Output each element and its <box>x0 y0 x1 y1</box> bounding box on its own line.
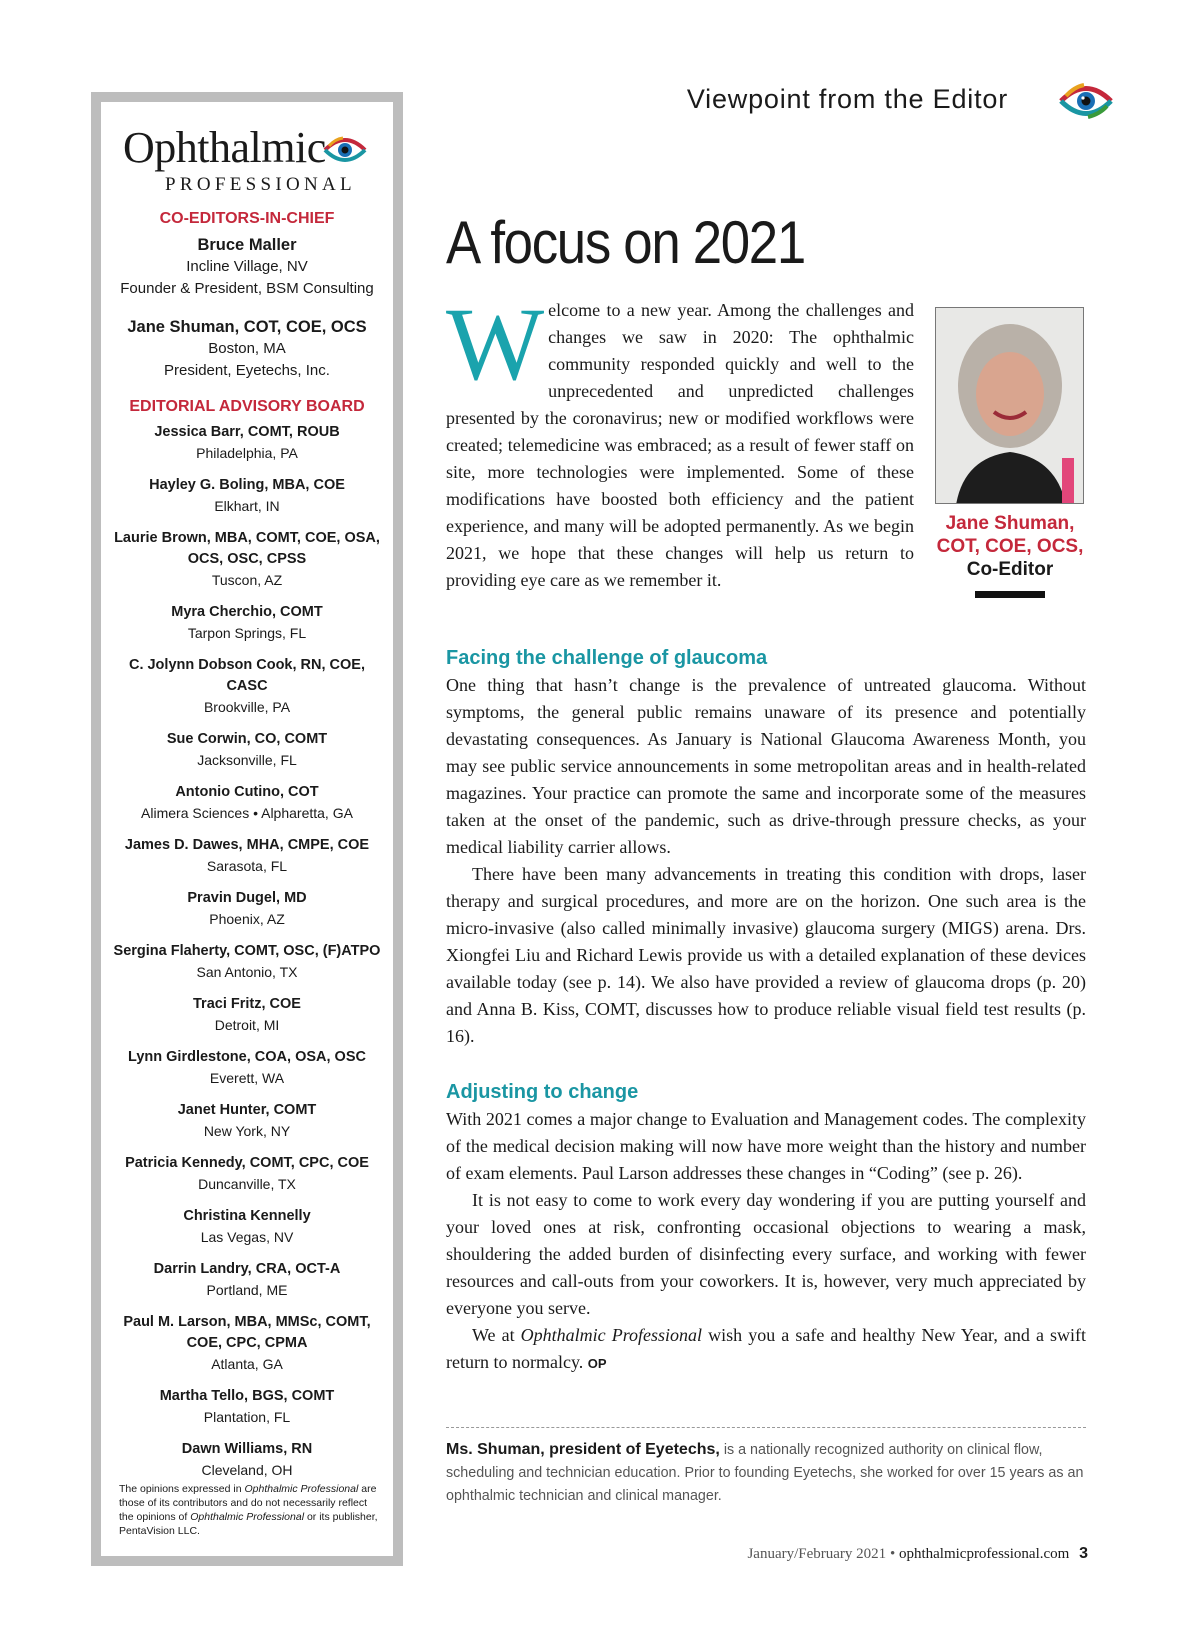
page-footer <box>747 1545 1088 1563</box>
issue-date: January/February 2021 <box>747 1546 887 1562</box>
body-paragraph <box>446 1322 1086 1377</box>
member-location: Everett, WA <box>209 1070 285 1086</box>
member-location: Sarasota, FL <box>206 858 288 874</box>
section-glaucoma <box>446 645 1086 1050</box>
member-name: James D. Dawes, MHA, CMPE, COE <box>124 837 370 853</box>
member-location: Philadelphia, PA <box>196 445 298 461</box>
photo-caption <box>920 512 1100 581</box>
closing-text: We at <box>472 1325 521 1345</box>
author-bio <box>446 1438 1086 1508</box>
disclaimer-publication: Ophthalmic Professional <box>190 1511 305 1523</box>
footer-bullet: • <box>889 1546 896 1562</box>
board-member <box>101 528 393 591</box>
board-member <box>101 888 393 930</box>
member-location: Detroit, MI <box>214 1017 280 1033</box>
body-paragraph: One thing that hasn’t change is the prevalence of untreated glaucoma. Without symptoms, the general public remains unaware of its presence and potentially devastating consequences. As January is National Glaucoma Awareness Month, you may see public service announcements in some metropolitan areas and in health-related magazines. Your practice can promote the same and incorporate some of the measures taken at the onset of the pandemic, such as drive-through pressure checks, as your medical liability carrier allows. <box>446 675 1086 857</box>
board-member <box>101 602 393 644</box>
closing-text: wish you a safe and healthy New Year, and a swift return to normalcy. <box>446 1325 1087 1372</box>
closing-publication: Ophthalmic Professional <box>520 1325 703 1345</box>
board-member <box>101 782 393 824</box>
masthead-sidebar <box>91 92 403 1566</box>
bio-name: Ms. Shuman, president of Eyetechs, <box>446 1441 720 1458</box>
coeditor-title: President, Eyetechs, Inc. <box>164 362 330 379</box>
board-member <box>101 1047 393 1089</box>
member-location: Tuscon, AZ <box>211 572 283 588</box>
board-member <box>101 475 393 517</box>
section-adjusting <box>446 1079 1086 1377</box>
member-name: C. Jolynn Dobson Cook, RN, COE, CASC <box>128 657 366 694</box>
member-name: Myra Cherchio, COMT <box>171 604 323 620</box>
end-mark: OP <box>587 1356 607 1371</box>
member-location: San Antonio, TX <box>196 964 298 980</box>
member-name: Pravin Dugel, MD <box>187 890 307 906</box>
coeditor-location: Incline Village, NV <box>186 258 308 275</box>
member-location: New York, NY <box>203 1123 291 1139</box>
body-paragraph: With 2021 comes a major change to Evaluation and Management codes. The complexity of the medical decision making will now have more weight than the history and number of exam elements. Paul Larson addresses these changes in “Coding” (see p. 26). <box>446 1109 1086 1183</box>
member-name: Darrin Landry, CRA, OCT-A <box>153 1261 341 1277</box>
bio-text: is a nationally recognized authority on clinical flow, scheduling and technician education. Prior to founding Eyetechs, she worked for over 15 years as an ophthalmic technician and clinical manager. <box>446 1442 1084 1504</box>
board-member <box>101 1312 393 1375</box>
member-name: Antonio Cutino, COT <box>175 784 319 800</box>
disclaimer-text: are those of its contributors and do not necessarily reflect the opinions of <box>119 1483 377 1523</box>
advisory-board-heading: EDITORIAL ADVISORY BOARD <box>129 398 365 415</box>
body-paragraph: It is not easy to come to work every day wondering if you are putting yourself and your loved ones at risk, confronting occasional objections to wearing a mask, shouldering the added burden of disinfecting every surface, and working with fewer resources and call-outs from your coworkers. It is, however, very much appreciated by everyone you serve. <box>446 1190 1086 1318</box>
intro-paragraph: elcome to a new year. Among the challenges and changes we saw in 2020: The ophthalmic community responded quickly and well to the unprecedented and unpredicted challenges presented by the coronavirus; new or modified workflows were created; telemedicine was embraced; as a result of fewer staff on site, more technologies were implemented. Some of these modifications have boosted both efficiency and the patient experience, and many will be adopted permanently. As we begin 2021, we hope that these changes will help us return to providing eye care as we remember it. <box>446 300 914 590</box>
member-location: Alimera Sciences • Alpharetta, GA <box>141 805 353 821</box>
board-member <box>101 994 393 1036</box>
member-name: Hayley G. Boling, MBA, COE <box>149 477 345 493</box>
eye-logo-icon <box>1058 80 1114 122</box>
member-name: Patricia Kennedy, COMT, CPC, COE <box>125 1155 369 1171</box>
member-location: Tarpon Springs, FL <box>187 625 307 641</box>
board-member <box>101 729 393 771</box>
caption-credentials: COT, COE, OCS, <box>936 536 1084 557</box>
board-member <box>101 1259 393 1301</box>
member-location: Portland, ME <box>206 1282 288 1298</box>
member-name: Martha Tello, BGS, COMT <box>159 1388 335 1404</box>
disclaimer-text: or its publisher, PentaVision LLC. <box>119 1511 378 1537</box>
advisory-board-list <box>101 422 393 1481</box>
member-location: Duncanville, TX <box>198 1176 296 1192</box>
department-title: Viewpoint from the Editor <box>686 84 1008 114</box>
member-name: Jessica Barr, COMT, ROUB <box>154 424 340 440</box>
coeditor-location: Boston, MA <box>208 340 286 357</box>
coeditor-title: Founder & President, BSM Consulting <box>120 280 374 297</box>
editor-portrait-image <box>936 308 1084 504</box>
member-location: Jacksonville, FL <box>197 752 297 768</box>
coeditor-name: Bruce Maller <box>197 236 297 254</box>
coeditor-name: Jane Shuman, COT, COE, OCS <box>127 318 367 336</box>
member-name: Paul M. Larson, MBA, MMSc, COMT, COE, CPC, CPMA <box>123 1314 371 1351</box>
drop-cap: W <box>446 287 545 402</box>
coeditor-entry <box>101 234 393 300</box>
coeditor-entry <box>101 316 393 382</box>
website-link[interactable]: ophthalmicprofessional.com <box>898 1546 1070 1562</box>
eye-logo-icon <box>323 134 367 166</box>
board-member <box>101 655 393 718</box>
member-name: Laurie Brown, MBA, COMT, COE, OSA, OCS, OSC, CPSS <box>114 530 380 567</box>
member-name: Dawn Williams, RN <box>181 1441 313 1457</box>
board-member <box>101 1100 393 1142</box>
member-name: Christina Kennelly <box>183 1208 311 1224</box>
member-location: Las Vegas, NV <box>200 1229 294 1245</box>
caption-role: Co-Editor <box>966 559 1054 580</box>
member-location: Cleveland, OH <box>201 1462 293 1478</box>
board-member <box>101 1206 393 1248</box>
logo-subtitle: PROFESSIONAL <box>165 174 356 195</box>
section-heading: Adjusting to change <box>446 1081 639 1103</box>
board-member <box>101 1439 393 1481</box>
editor-photo <box>935 307 1084 504</box>
board-member <box>101 941 393 983</box>
member-name: Sue Corwin, CO, COMT <box>166 731 328 747</box>
member-location: Brookville, PA <box>203 699 291 715</box>
member-location: Atlanta, GA <box>211 1356 283 1372</box>
caption-name: Jane Shuman, <box>945 513 1075 534</box>
coeditors-heading: CO-EDITORS-IN-CHIEF <box>159 210 335 227</box>
board-member <box>101 1386 393 1428</box>
body-paragraph: There have been many advancements in treating this condition with drops, laser therapy and surgical procedures, and more are on the horizon. One such area is the micro-invasive (also called minimally invasive) glaucoma surgery (MIGS) arena. Drs. Xiongfei Liu and Richard Lewis provide us with a detailed explanation of these devices available today (see p. 14). We also have provided a review of glaucoma drops (p. 20) and Anna B. Kiss, COMT, discusses how to produce reliable visual field test results (p. 16). <box>446 864 1086 1046</box>
publication-logo <box>101 120 393 200</box>
article-intro <box>446 287 914 594</box>
board-member <box>101 1153 393 1195</box>
member-location: Elkhart, IN <box>214 498 280 514</box>
bio-divider <box>446 1427 1086 1428</box>
member-name: Traci Fritz, COE <box>193 996 301 1012</box>
board-member <box>101 422 393 464</box>
disclaimer-publication: Ophthalmic Professional <box>244 1483 359 1495</box>
board-member <box>101 835 393 877</box>
disclaimer-text: The opinions expressed in <box>119 1483 245 1495</box>
member-location: Phoenix, AZ <box>209 911 285 927</box>
section-heading: Facing the challenge of glaucoma <box>446 647 768 669</box>
member-name: Lynn Girdlestone, COA, OSA, OSC <box>128 1049 366 1065</box>
logo-wordmark: Ophthalmic <box>123 123 326 172</box>
page-number: 3 <box>1079 1545 1088 1562</box>
member-name: Sergina Flaherty, COMT, OSC, (F)ATPO <box>113 943 381 959</box>
member-name: Janet Hunter, COMT <box>177 1102 317 1118</box>
caption-rule <box>975 591 1045 598</box>
opinions-disclaimer <box>119 1482 379 1538</box>
member-location: Plantation, FL <box>203 1409 291 1425</box>
article-headline: A focus on 2021 <box>446 209 805 276</box>
